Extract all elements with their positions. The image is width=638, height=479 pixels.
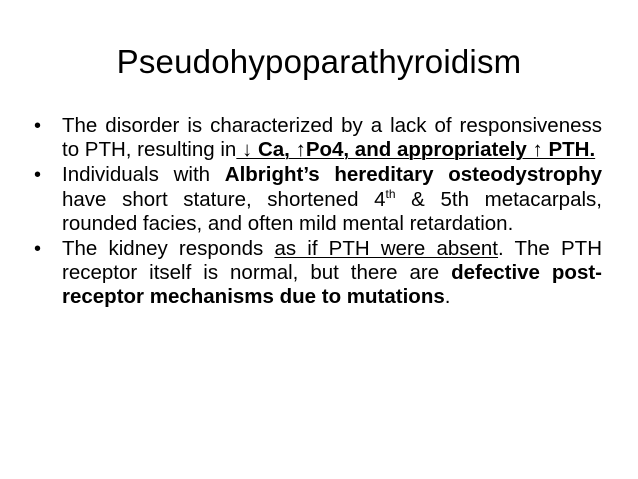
- bullet-1-text: The disorder is characterized by a lack of responsiveness to PTH, resulting in: [62, 114, 602, 162]
- bullet-3-text-c: .: [444, 285, 451, 309]
- bullet-item-1: [34, 114, 602, 162]
- bullet-1-underlined-bold: ↓ Ca, ↑Po4, and appropriately ↑ PTH.: [236, 138, 596, 162]
- bullet-glyph: •: [34, 238, 42, 261]
- bullet-3-underlined: as if PTH were absent: [274, 237, 499, 261]
- bullet-2-bold: Albright’s hereditary osteodystrophy: [224, 163, 602, 187]
- bullet-3-bold: defective post-receptor mechanisms due to mutations: [62, 261, 602, 309]
- bullet-item-3: [34, 237, 602, 310]
- bullet-glyph: •: [34, 115, 42, 137]
- bullet-glyph: •: [34, 164, 42, 187]
- bullet-2-text-c: & 5th metacarpals, rounded facies, and often mild mental retardation.: [62, 187, 602, 235]
- bullet-3-text-a: The kidney responds: [62, 237, 275, 261]
- bullet-2-text-a: Individuals with: [62, 163, 225, 187]
- bullet-2-text-b: have short stature, shortened 4: [62, 187, 386, 211]
- bullet-3-text-b: . The PTH receptor itself is normal, but there are: [62, 237, 603, 285]
- bullet-item-2: [34, 163, 602, 236]
- slide-title: Pseudohypoparathyroidism: [116, 43, 522, 80]
- bullet-2-superscript: th: [385, 186, 396, 201]
- bullet-list: [34, 114, 602, 311]
